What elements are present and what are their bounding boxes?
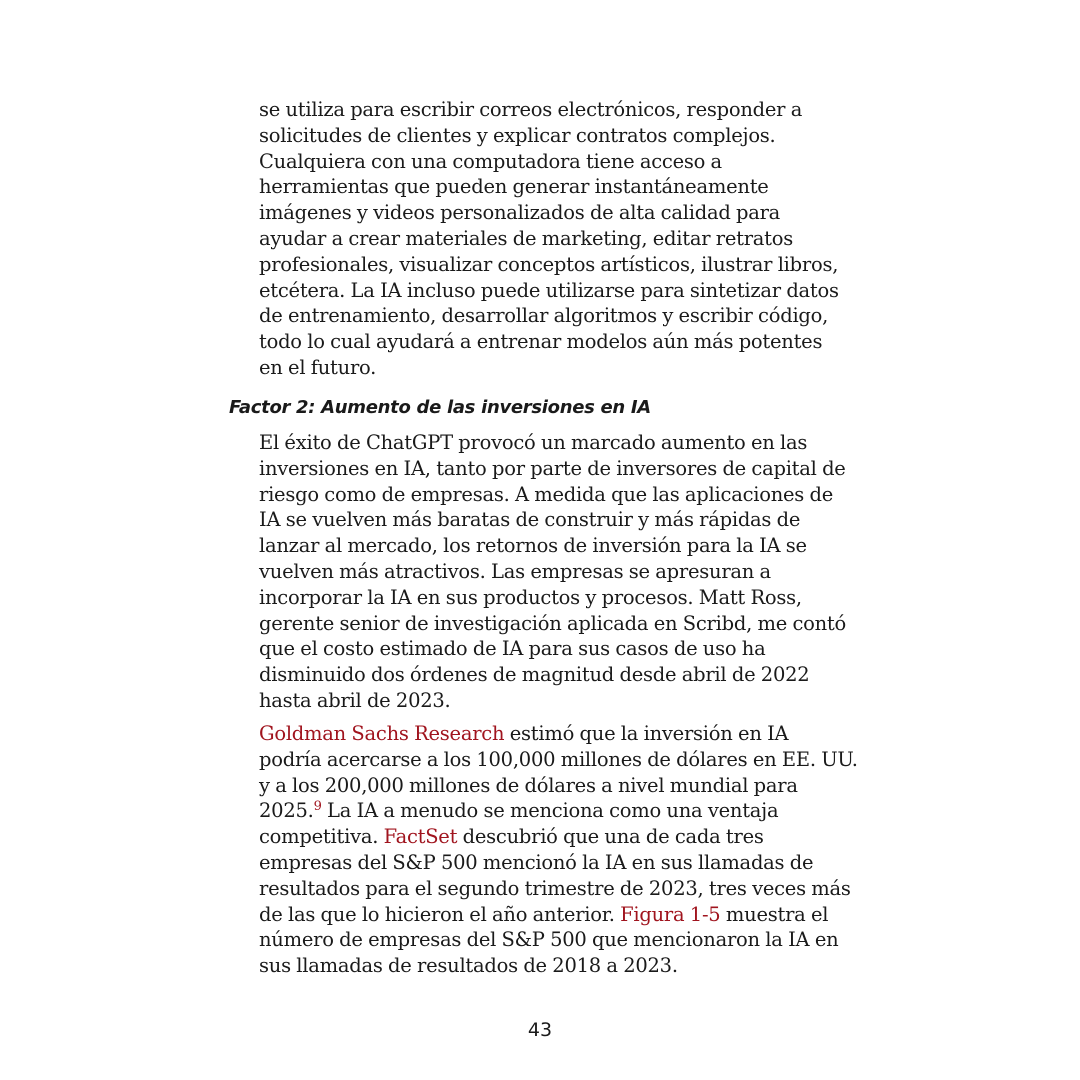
factset-link[interactable]: FactSet	[383, 825, 458, 849]
text-line	[259, 824, 859, 850]
text-line: solicitudes de clientes y explicar contratos complejos.	[259, 123, 776, 147]
paragraph-goldman-factset	[259, 721, 859, 979]
text-line: todo lo cual ayudará a entrenar modelos aún más potentes	[259, 330, 823, 354]
text-line: IA se vuelven más baratas de construir y más rápidas de	[259, 508, 801, 532]
text-line: El éxito de ChatGPT provocó un marcado aumento en las	[259, 431, 808, 454]
text-line: gerente senior de investigación aplicada en Scribd, me contó	[259, 611, 846, 635]
text-line	[259, 902, 859, 928]
text-segment: 2025.	[259, 799, 314, 823]
text-segment: estimó que la inversión en IA	[504, 722, 789, 745]
text-line: se utiliza para escribir correos electrónicos, responder a	[259, 98, 803, 121]
text-line	[259, 721, 859, 747]
text-line: riesgo como de empresas. A medida que las aplicaciones de	[259, 482, 834, 506]
text-line	[259, 798, 859, 824]
text-line: número de empresas del S&P 500 que mencionaron la IA en	[259, 928, 839, 952]
text-line: disminuido dos órdenes de magnitud desde abril de 2022	[259, 663, 810, 687]
text-line: inversiones en IA, tanto por parte de inversores de capital de	[259, 456, 846, 480]
text-line: vuelven más atractivos. Las empresas se apresuran a	[259, 559, 771, 583]
text-segment: descubrió que una de cada tres	[457, 825, 764, 849]
text-line: en el futuro.	[259, 355, 377, 379]
text-line: que el costo estimado de IA para sus casos de uso ha	[259, 637, 766, 661]
paragraph-ai-uses	[259, 97, 859, 381]
text-line: herramientas que pueden generar instantáneamente	[259, 175, 769, 199]
paragraph-investment-increase	[259, 430, 859, 714]
figure-1-5-link[interactable]: Figura 1-5	[620, 902, 721, 926]
text-segment: La IA a menudo se menciona como una ventaja	[321, 799, 779, 823]
text-line: y a los 200,000 millones de dólares a nivel mundial para	[259, 773, 798, 797]
text-line: imágenes y videos personalizados de alta calidad para	[259, 201, 781, 225]
section-heading: Factor 2: Aumento de las inversiones en IA	[229, 397, 651, 418]
text-line: etcétera. La IA incluso puede utilizarse para sintetizar datos	[259, 278, 839, 302]
text-segment: competitiva.	[259, 825, 384, 849]
text-line: de entrenamiento, desarrollar algoritmos y escribir código,	[259, 304, 829, 328]
text-line: hasta abril de 2023.	[259, 688, 451, 712]
page-number: 43	[527, 1019, 553, 1041]
text-segment: de las que lo hicieron el año anterior.	[259, 902, 621, 926]
text-line: resultados para el segundo trimestre de 2023, tres veces más	[259, 876, 851, 900]
text-line: empresas del S&P 500 mencionó la IA en sus llamadas de	[259, 850, 814, 874]
text-line: ayudar a crear materiales de marketing, editar retratos	[259, 226, 793, 250]
text-line: Cualquiera con una computadora tiene acceso a	[259, 149, 722, 173]
text-line: incorporar la IA en sus productos y procesos. Matt Ross,	[259, 585, 802, 609]
text-line: sus llamadas de resultados de 2018 a 2023.	[259, 954, 678, 978]
footnote-9-link[interactable]: 9	[313, 799, 322, 815]
text-line: lanzar al mercado, los retornos de inversión para la IA se	[259, 534, 807, 558]
goldman-sachs-research-link[interactable]: Goldman Sachs Research	[259, 722, 505, 745]
text-segment: muestra el	[720, 902, 829, 926]
text-line: podría acercarse a los 100,000 millones de dólares en EE. UU.	[259, 747, 858, 771]
text-line: profesionales, visualizar conceptos artísticos, ilustrar libros,	[259, 252, 839, 276]
